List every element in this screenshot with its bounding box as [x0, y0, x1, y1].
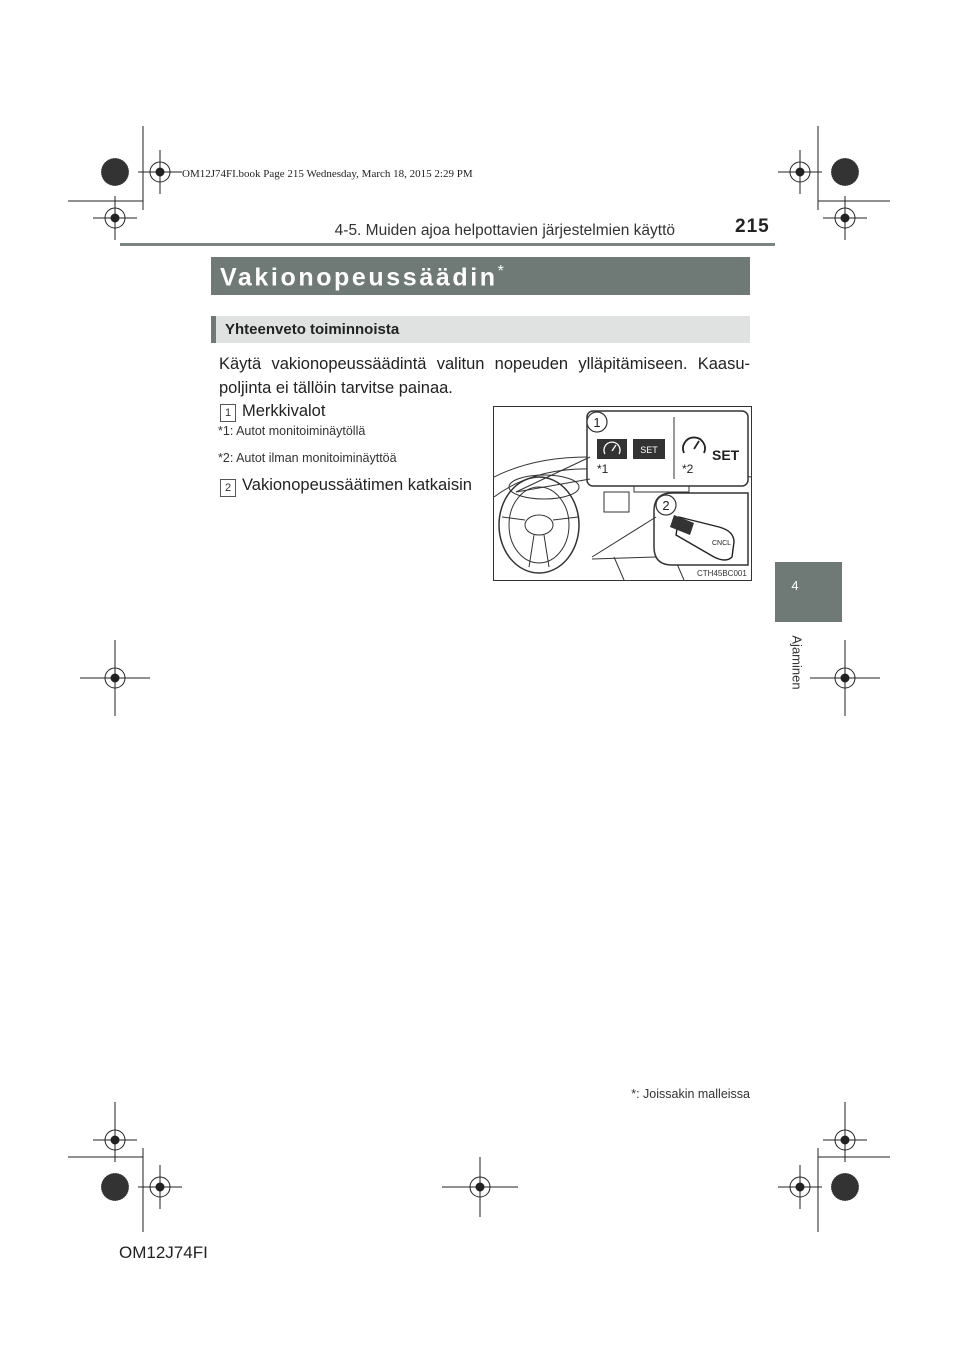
note-1-mark: *1	[218, 424, 230, 438]
title-marker: *	[497, 263, 507, 280]
cruise-control-figure	[493, 406, 752, 581]
page-title	[220, 263, 506, 292]
indicator-set-small: SET	[640, 445, 658, 455]
chapter-number: 4	[791, 578, 799, 593]
book-info-line: OM12J74FI.book Page 215 Wednesday, March 18, 2015 2:29 PM	[182, 168, 473, 180]
note-2	[218, 451, 397, 465]
subheading-accent	[211, 316, 216, 343]
note-1	[218, 424, 365, 438]
figure-callout-2: 2	[662, 498, 670, 513]
dashboard-illustration	[494, 407, 751, 580]
note-2-text: : Autot ilman monitoiminäyttöä	[229, 451, 397, 465]
item-label-1: Merkkivalot	[242, 402, 326, 420]
document-code: OM12J74FI	[119, 1243, 208, 1262]
page-number: 215	[735, 216, 770, 237]
body-paragraph: Käytä vakionopeussäädintä valitun nopeuden ylläpitämiseen. Kaasu-poljinta ei tällöin tarvitse painaa.	[219, 355, 750, 397]
figure-note-mark-1: *1	[597, 462, 609, 476]
indicator-set-large: SET	[712, 447, 740, 463]
header-rule	[120, 243, 775, 246]
item-number-2: 2	[220, 479, 236, 497]
figure-note-mark-2: *2	[682, 462, 694, 476]
item-number-1: 1	[220, 404, 236, 422]
section-header: 4-5. Muiden ajoa helpottavien järjestelmien käyttö	[334, 222, 675, 239]
footnote: *: Joissakin malleissa	[631, 1087, 750, 1101]
subheading: Yhteenveto toiminnoista	[225, 321, 400, 338]
note-1-text: : Autot monitoiminäytöllä	[229, 424, 366, 438]
page-title-text: Vakionopeussäädin	[220, 263, 498, 292]
svg-text:CNCL: CNCL	[712, 540, 732, 547]
note-2-mark: *2	[218, 451, 230, 465]
figure-callout-1: 1	[593, 415, 601, 430]
chapter-label: Ajaminen	[789, 635, 805, 690]
item-label-2: Vakionopeussäätimen katkaisin	[242, 476, 472, 494]
figure-code: CTH45BC001	[697, 569, 747, 578]
